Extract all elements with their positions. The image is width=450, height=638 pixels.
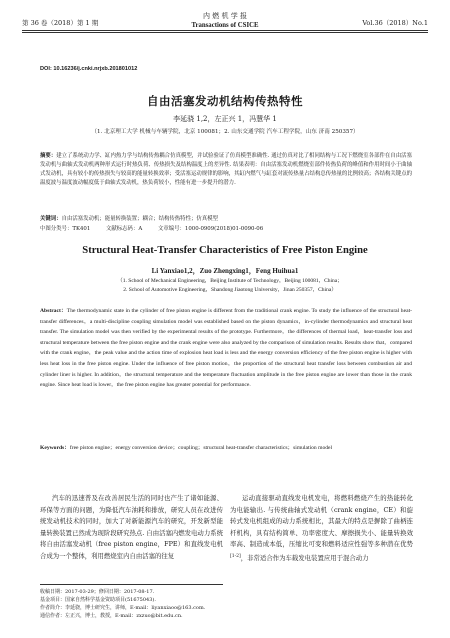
affiliation-en-line: 2. School of Automotive Engineering，Shandong Jiaotong University，Jinan 250357，China） — [123, 287, 337, 293]
authors-en: Li Yanxiao1,2，Zuo Zhengxing1，Feng Huihua1 — [151, 267, 299, 275]
affiliation-en — [60, 277, 400, 295]
abstract-en — [40, 306, 412, 391]
abstract-en-label: Abstract： — [40, 308, 67, 314]
paper-title-en: Structural Heat-Transfer Characteristics of Free Piston Engine — [82, 245, 368, 256]
citation-ref: [1-2] — [230, 553, 241, 559]
header-divider — [22, 30, 428, 31]
header-divider-thin — [22, 32, 428, 33]
keywords-en — [40, 443, 412, 454]
body-right-tail: ，非常适合作为车载发电装置应用于混合动力 — [240, 554, 369, 563]
header-volume: 第 36 卷（2018）第 1 期 — [22, 19, 99, 27]
abstract-cn-label: 摘要： — [40, 153, 57, 159]
classification-cn — [40, 225, 412, 234]
abstract-cn — [40, 152, 412, 188]
affiliation-cn: （1. 北京理工大学 机械与车辆学院，北京 100081；2. 山东交通学院 汽车工程学院，山东 济南 250357） — [91, 129, 359, 135]
keywords-en-text: free piston engine；energy conversion device；coupling；structural heat-transfer characteristics；simulation model — [69, 445, 333, 451]
body-right-text: 运动直接驱动直线发电机发电，将燃料燃烧产生的热能转化为电能输出. 与传统曲轴式发动机（crank engine，CE）和旋转式发电机组成的动力系统相比，其最大的特点是摒除了曲柄连杆机构，具有结构简单、功率密度大、摩擦损失小、能量转换效率高、制造成本低，压缩比可变和燃料适应性强等多种潜在优势 — [230, 494, 413, 549]
paper-title-cn: 自由活塞发动机结构传热特性 — [147, 94, 303, 108]
keywords-cn-label: 关键词： — [40, 216, 62, 222]
abstract-en-text: The thermodynamic state in the cylinder of free piston engine is different from the traditional crank engine. To study the influence of the structural heat-transfer differences，a multi-discipline coupling simulation model was established based on the piston dynamics，in-cylinder thermodynamics and structural heat transfer. The simulation model was then verified by the experimental results of the prototype. Furthermore，the differences of thermal load，heat-transfer loss and structural temperature between the free piston engine and the crank engine were also analyzed by the comparison of simulation results. Results show that，compared with the crank engine，the peak value and the action time of explosion heat load is less and the energy conversion efficiency of the free piston engine is higher with less heat loss in the free piston engine. Under the influence of free piston motion，the proportion of the structural heat transfer loss between combustion air and cylinder liner is higher. In addition，the structural temperature and the temperature fluctuation amplitude in the free piston engine are lower than those in the crank engine. Since heat load is lower，the free piston engine has greater potential for performance. — [40, 308, 412, 389]
footnote-corresponding: 通信作者：左正兴，博士，教授，E-mail：zxzuo@bit.edu.cn. — [40, 613, 183, 619]
body-column-left: 汽车的迅速普及在改善居民生活的同时也产生了诸如能源、环保等方面的问题，为降低汽车油耗和排放，研究人员在改进传统发动机技术的同时，加大了对新能源汽车的研究，开发新型能量转换装置已然成为现阶段研究热点. 自由活塞内燃发电动力系统将自由活塞发动机（free piston engine，FPE）和直线发电机合成为一个整体，利用燃烧室内自由活塞的往复 — [40, 494, 223, 560]
header-volume-en: Vol.36（2018）No.1 — [362, 19, 428, 27]
footnote-author: 作者简介：李延骁，博士研究生，讲师，E-mail：liyanxiaoo@163.com. — [40, 605, 206, 611]
footnotes — [40, 588, 240, 620]
keywords-en-label: Keywords： — [40, 445, 70, 451]
body-column-right — [230, 493, 413, 565]
footnote-fund: 基金项目：国家自然科学基金资助项目(51675043). — [40, 597, 156, 603]
keywords-cn-text: 自由活塞发动机；能量转换装置；耦合；结构传热特性；仿真模型 — [61, 216, 218, 222]
doi: DOI: 10.16236/j.cnki.nrjxb.201801012 — [40, 66, 138, 72]
footnote-divider — [40, 584, 223, 585]
article-number: 文章编号：1000-0909(2018)01-0090-06 — [157, 226, 264, 232]
abstract-cn-text: 建立了系统动力学、缸内热力学与结构传热耦合仿真模型，并试验验证了仿真模型准确性. 通过仿真对比了相同结构与工况下燃烧室各部件在自由活塞发动机与曲轴式发动机两种形式运行时热负荷、传热损失及结构温度上的差异性. 结果表明：自由活塞发动机燃烧室部件传热负荷的峰值和作用时间小于曲轴式发动机，具有较小的传热损失与较高的能量转换效率；受活塞运动规律的影响，其缸内燃气与缸套对流传热量占结构总传热量的比例较高；各结构关键点的温度波与温度波动幅度低于曲轴式发动机，热负荷较小，性能有进一步提升的潜力. — [40, 153, 412, 187]
footnote-received: 收稿日期：2017-03-29；修回日期：2017-08-17. — [40, 589, 155, 595]
affiliation-en-line: （1. School of Mechanical Engineering，Beijing Institute of Technology，Beijing 100081，China； — [117, 278, 343, 284]
authors-cn: 李延骁 1,2，左正兴 1，冯慧华 1 — [173, 115, 277, 123]
keywords-cn — [40, 215, 412, 224]
journal-title-en: Transactions of CSICE — [191, 22, 259, 29]
document-code: 文献标志码：A — [105, 226, 143, 232]
clc-number: 中图分类号：TK401 — [40, 226, 91, 232]
journal-title-cn: 内 燃 机 学 报 — [203, 12, 247, 20]
